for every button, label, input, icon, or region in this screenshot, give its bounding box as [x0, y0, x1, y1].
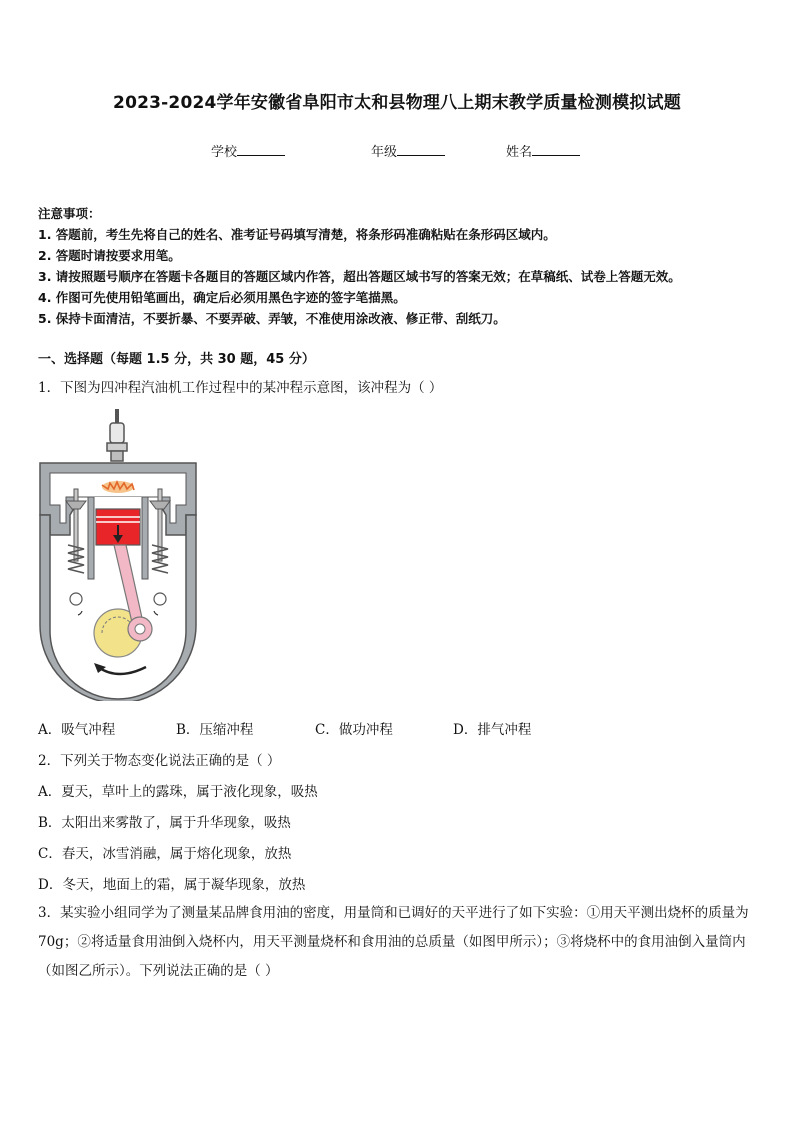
name-label: 姓名 — [506, 145, 533, 160]
notes-heading: 注意事项： — [38, 206, 101, 221]
question-2-option-c: C．春天，冰雪消融，属于熔化现象，放热 — [38, 846, 292, 862]
rotation-arrow-icon — [98, 667, 146, 674]
cam-right — [154, 593, 166, 605]
engine-stroke-diagram — [36, 405, 206, 701]
grade-label: 年级 — [371, 145, 398, 160]
question-1-option-a: A．吸气冲程 — [38, 722, 116, 738]
question-1-option-d: D．排气冲程 — [453, 722, 532, 738]
question-2-option-d: D．冬天，地面上的霜，属于凝华现象，放热 — [38, 877, 306, 893]
name-field — [506, 141, 580, 160]
note-item: 2. 答题时请按要求用笔。 — [38, 248, 181, 263]
question-2-option-b: B．太阳出来雾散了，属于升华现象，吸热 — [38, 815, 291, 831]
grade-field — [371, 141, 445, 160]
note-item: 5. 保持卡面清洁，不要折暴、不要弄破、弄皱，不准使用涂改液、修正带、刮纸刀。 — [38, 311, 506, 326]
name-blank — [532, 143, 580, 156]
piston — [96, 509, 140, 545]
exam-title: 2023-2024学年安徽省阜阳市太和县物理八上期末教学质量检测模拟试题 — [113, 93, 681, 113]
question-3-stem: 3．某实验小组同学为了测量某品牌食用油的密度，用量筒和已调好的天平进行了如下实验：①用天平测出烧杯的质量为70g；②将适量食用油倒入烧杯内，用天平测量烧杯和食用油的总质量（如图甲所示）；③将烧杯中的食用油倒入量筒内（如图乙所示）。下列说法正确的是（ ） — [38, 905, 749, 979]
cam-left — [70, 593, 82, 605]
school-blank — [237, 143, 285, 156]
school-label: 学校 — [211, 145, 238, 160]
question-2-option-a: A．夏天，草叶上的露珠，属于液化现象，吸热 — [38, 784, 318, 800]
question-1-option-b: B．压缩冲程 — [176, 722, 254, 738]
spark-plug-icon — [107, 409, 127, 461]
school-field — [211, 141, 285, 160]
spark-icon — [102, 481, 134, 493]
question-1-option-c: C．做功冲程 — [315, 722, 393, 738]
question-1-stem: 1．下图为四冲程汽油机工作过程中的某冲程示意图，该冲程为（ ） — [38, 380, 443, 396]
question-2-stem: 2．下列关于物态变化说法正确的是（ ） — [38, 753, 281, 769]
grade-blank — [397, 143, 445, 156]
note-item: 4. 作图可先使用铅笔画出，确定后必须用黑色字迹的签字笔描黑。 — [38, 290, 406, 305]
note-item: 3. 请按照题号顺序在答题卡各题目的答题区域内作答，超出答题区域书写的答案无效；在草稿纸、试卷上答题无效。 — [38, 269, 681, 284]
section-heading: 一、选择题（每题 1.5 分，共 30 题，45 分） — [38, 352, 315, 367]
note-item: 1. 答题前，考生先将自己的姓名、准考证号码填写清楚，将条形码准确粘贴在条形码区域内。 — [38, 227, 556, 242]
